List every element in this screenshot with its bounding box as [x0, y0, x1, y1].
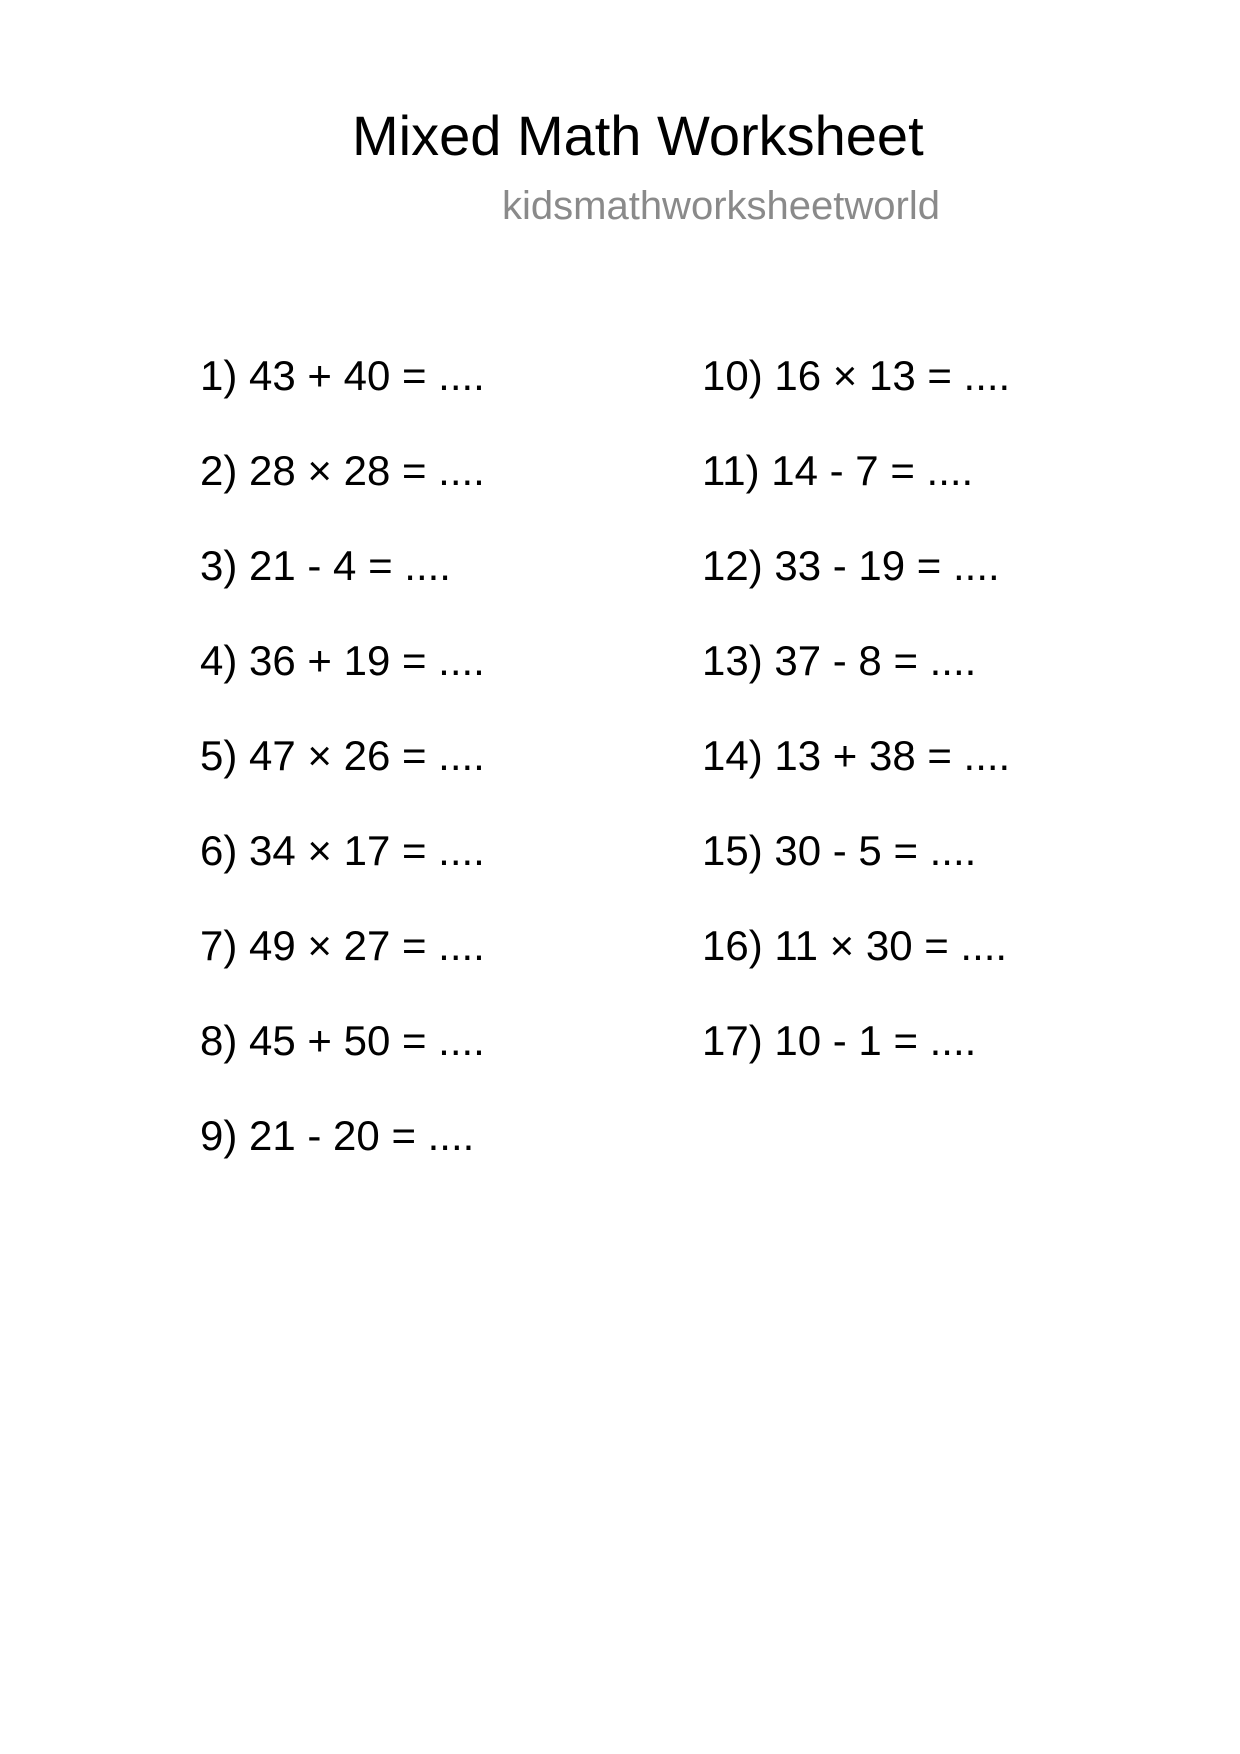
problem-item: 3) 21 - 4 = .... [200, 542, 451, 589]
problem-item: 5) 47 × 26 = .... [200, 732, 485, 779]
problem-item: 10) 16 × 13 = .... [702, 352, 1011, 399]
problem-item: 11) 14 - 7 = .... [702, 447, 974, 494]
problem-item: 9) 21 - 20 = .... [200, 1112, 475, 1159]
problem-item: 6) 34 × 17 = .... [200, 827, 485, 874]
problem-item: 13) 37 - 8 = .... [702, 637, 977, 684]
problem-list-right [702, 350, 1010, 1110]
problem-list-left [200, 350, 485, 1205]
problem-item: 17) 10 - 1 = .... [702, 1017, 977, 1064]
problem-item: 4) 36 + 19 = .... [200, 637, 485, 684]
problem-item: 14) 13 + 38 = .... [702, 732, 1011, 779]
page-title: Mixed Math Worksheet [352, 104, 924, 167]
problem-item: 16) 11 × 30 = .... [702, 922, 1008, 969]
site-name: kidsmathworksheetworld [502, 184, 940, 228]
problem-item: 12) 33 - 19 = .... [702, 542, 1000, 589]
problem-item: 15) 30 - 5 = .... [702, 827, 977, 874]
problem-item: 8) 45 + 50 = .... [200, 1017, 485, 1064]
problem-item: 1) 43 + 40 = .... [200, 352, 485, 399]
problem-item: 2) 28 × 28 = .... [200, 447, 485, 494]
problem-item: 7) 49 × 27 = .... [200, 922, 485, 969]
